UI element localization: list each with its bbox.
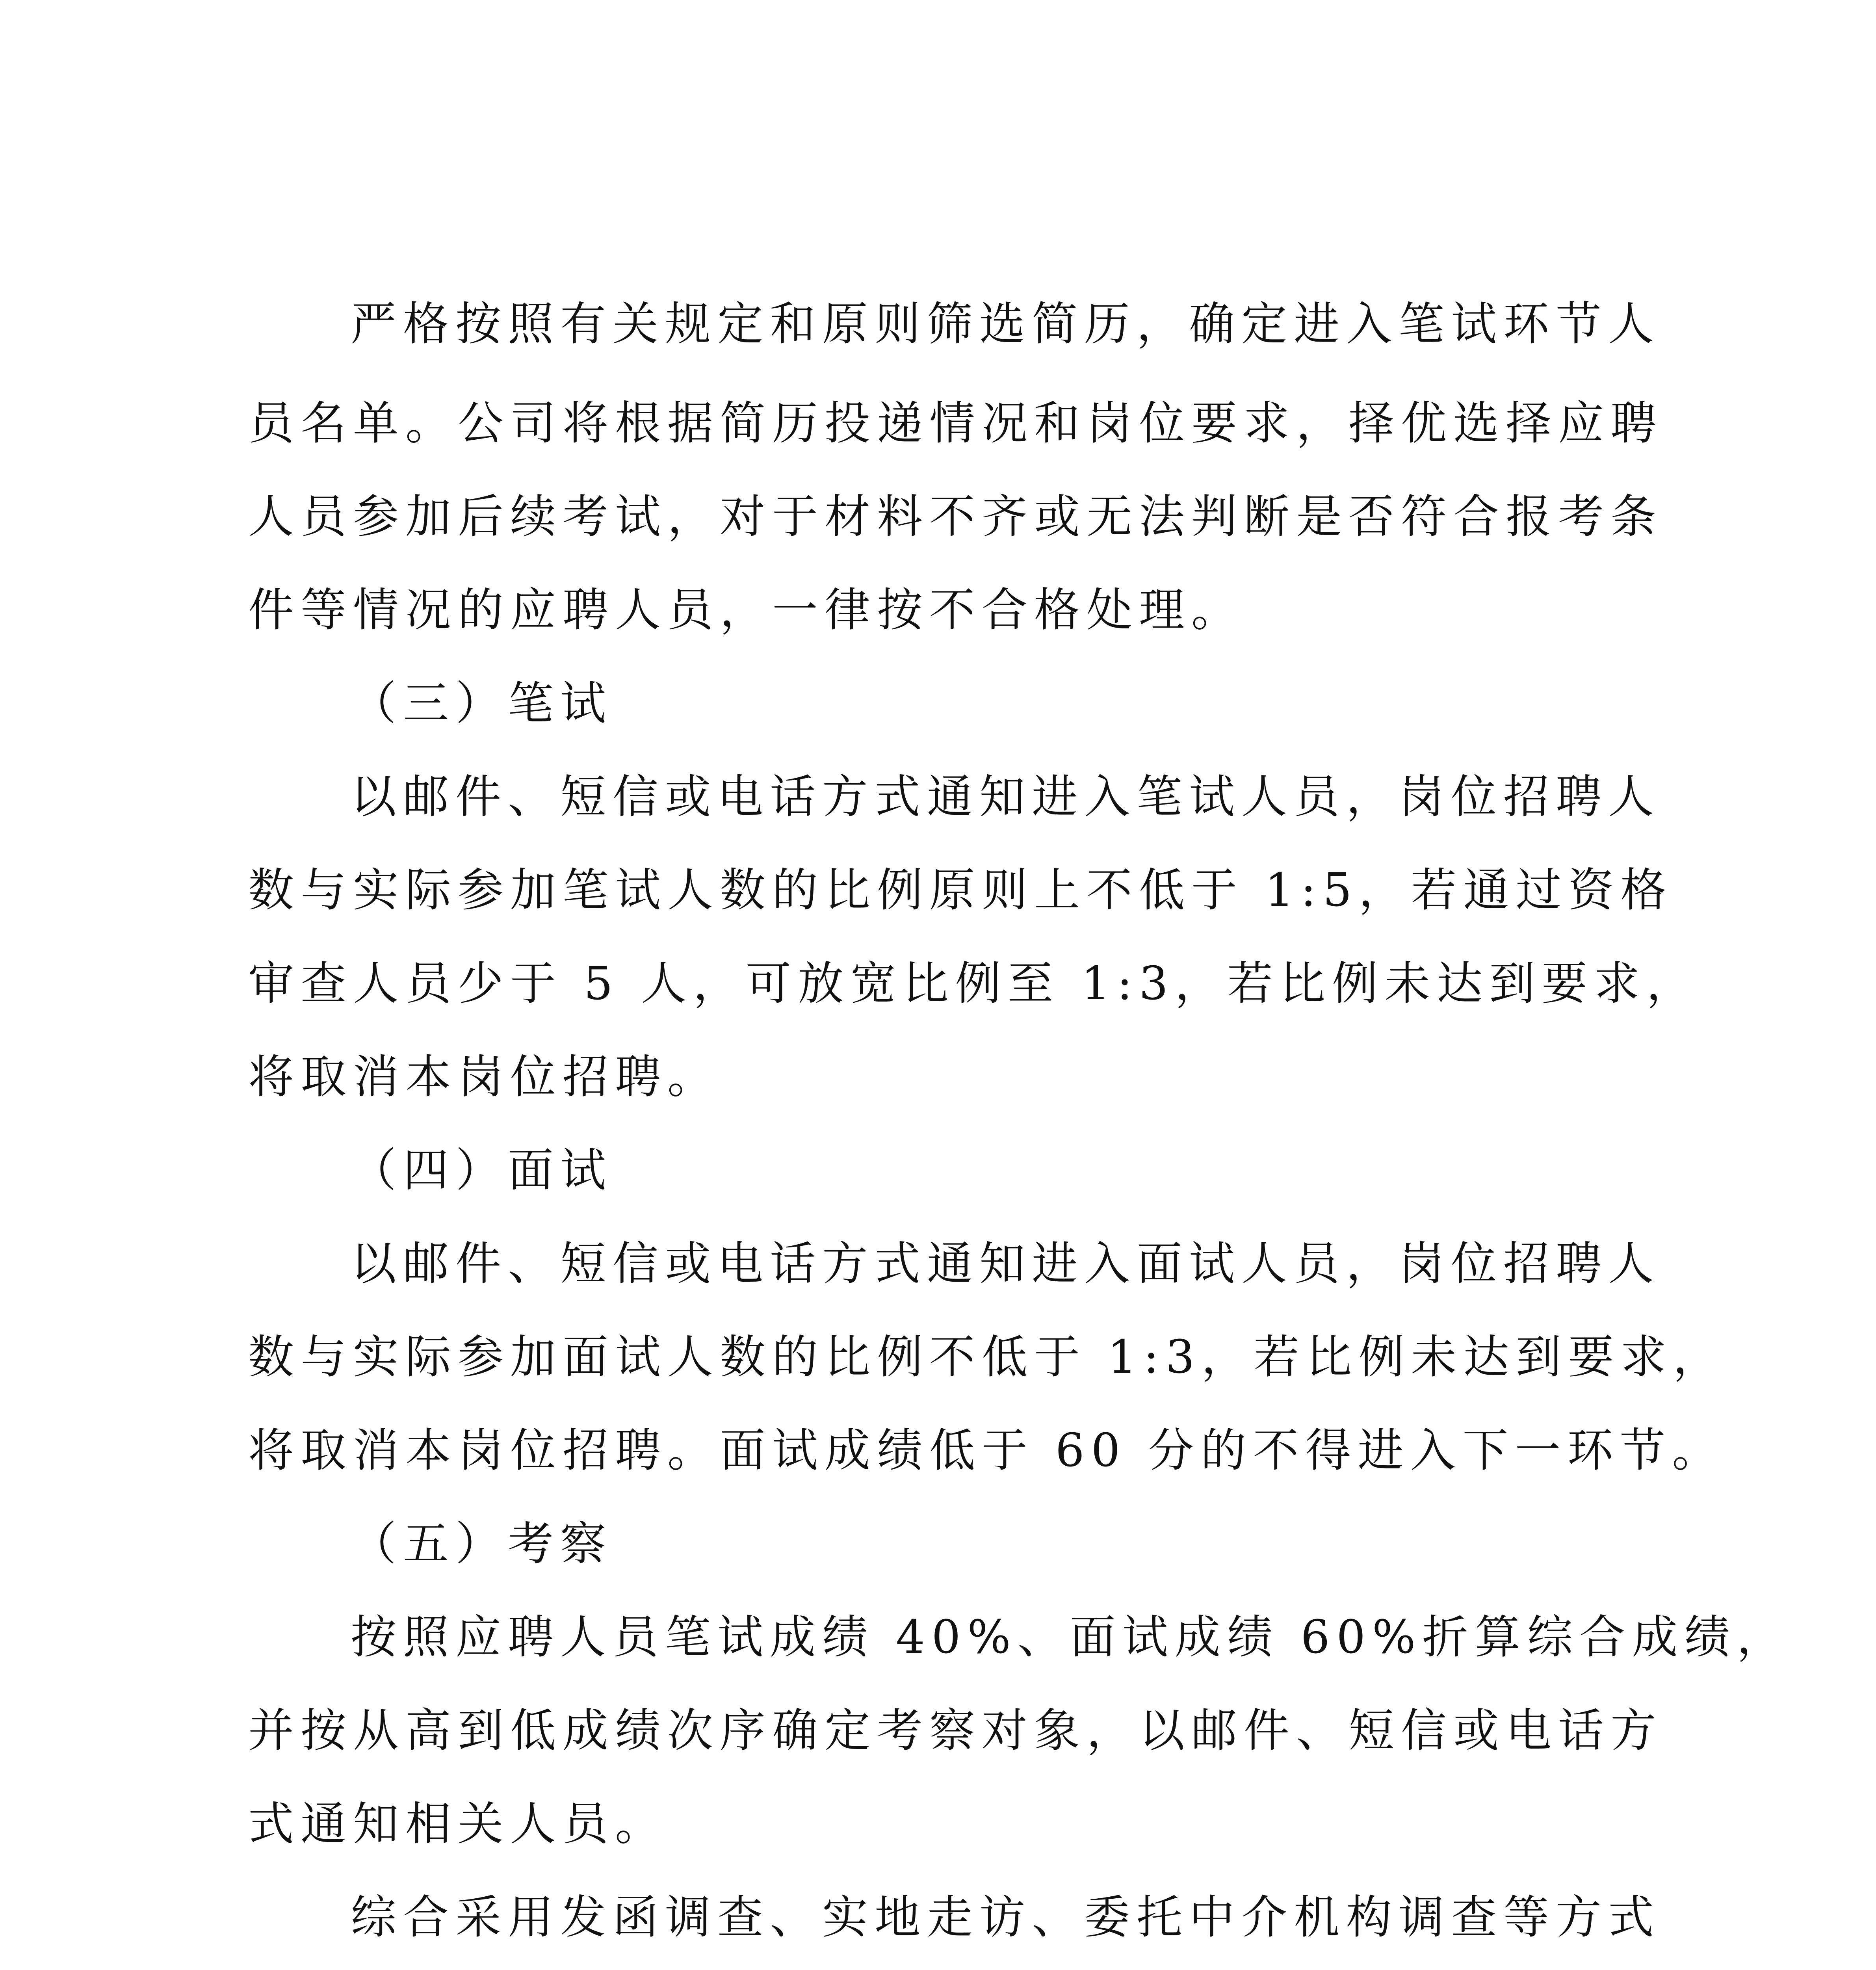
- section-heading-written-test: （三）笔试: [351, 677, 613, 730]
- section-heading-interview: （四）面试: [351, 1144, 613, 1197]
- paragraph-line: 件等情况的应聘人员，一律按不合格处理。: [248, 584, 1244, 637]
- paragraph-line: 综合采用发函调查、实地走访、委托中介机构调查等方式: [351, 1891, 1661, 1944]
- section-heading-inspection: （五）考察: [351, 1517, 613, 1570]
- paragraph-line: 严格按照有关规定和原则筛选简历，确定进入笔试环节人: [351, 297, 1661, 351]
- paragraph-line: 将取消本岗位招聘。面试成绩低于 60 分的不得进入下一环节。: [248, 1424, 1725, 1477]
- paragraph-line: 人员参加后续考试，对于材料不齐或无法判断是否符合报考条: [248, 490, 1663, 543]
- paragraph-line: 式通知相关人员。: [248, 1797, 667, 1851]
- paragraph-line: 按照应聘人员笔试成绩 40%、面试成绩 60%折算综合成绩，: [351, 1611, 1789, 1664]
- paragraph-line: 员名单。公司将根据简历投递情况和岗位要求，择优选择应聘: [248, 397, 1663, 450]
- paragraph-line: 将取消本岗位招聘。: [248, 1050, 720, 1104]
- paragraph-line: 数与实际参加面试人数的比例不低于 1:3，若比例未达到要求，: [248, 1331, 1726, 1384]
- paragraph-line: 以邮件、短信或电话方式通知进入笔试人员，岗位招聘人: [351, 770, 1661, 823]
- paragraph-line: 并按从高到低成绩次序确定考察对象，以邮件、短信或电话方: [248, 1704, 1663, 1757]
- paragraph-line: 审查人员少于 5 人，可放宽比例至 1:3，若比例未达到要求，: [248, 957, 1699, 1010]
- paragraph-line: 以邮件、短信或电话方式通知进入面试人员，岗位招聘人: [351, 1237, 1661, 1290]
- paragraph-line: 数与实际参加笔试人数的比例原则上不低于 1:5，若通过资格: [248, 864, 1673, 917]
